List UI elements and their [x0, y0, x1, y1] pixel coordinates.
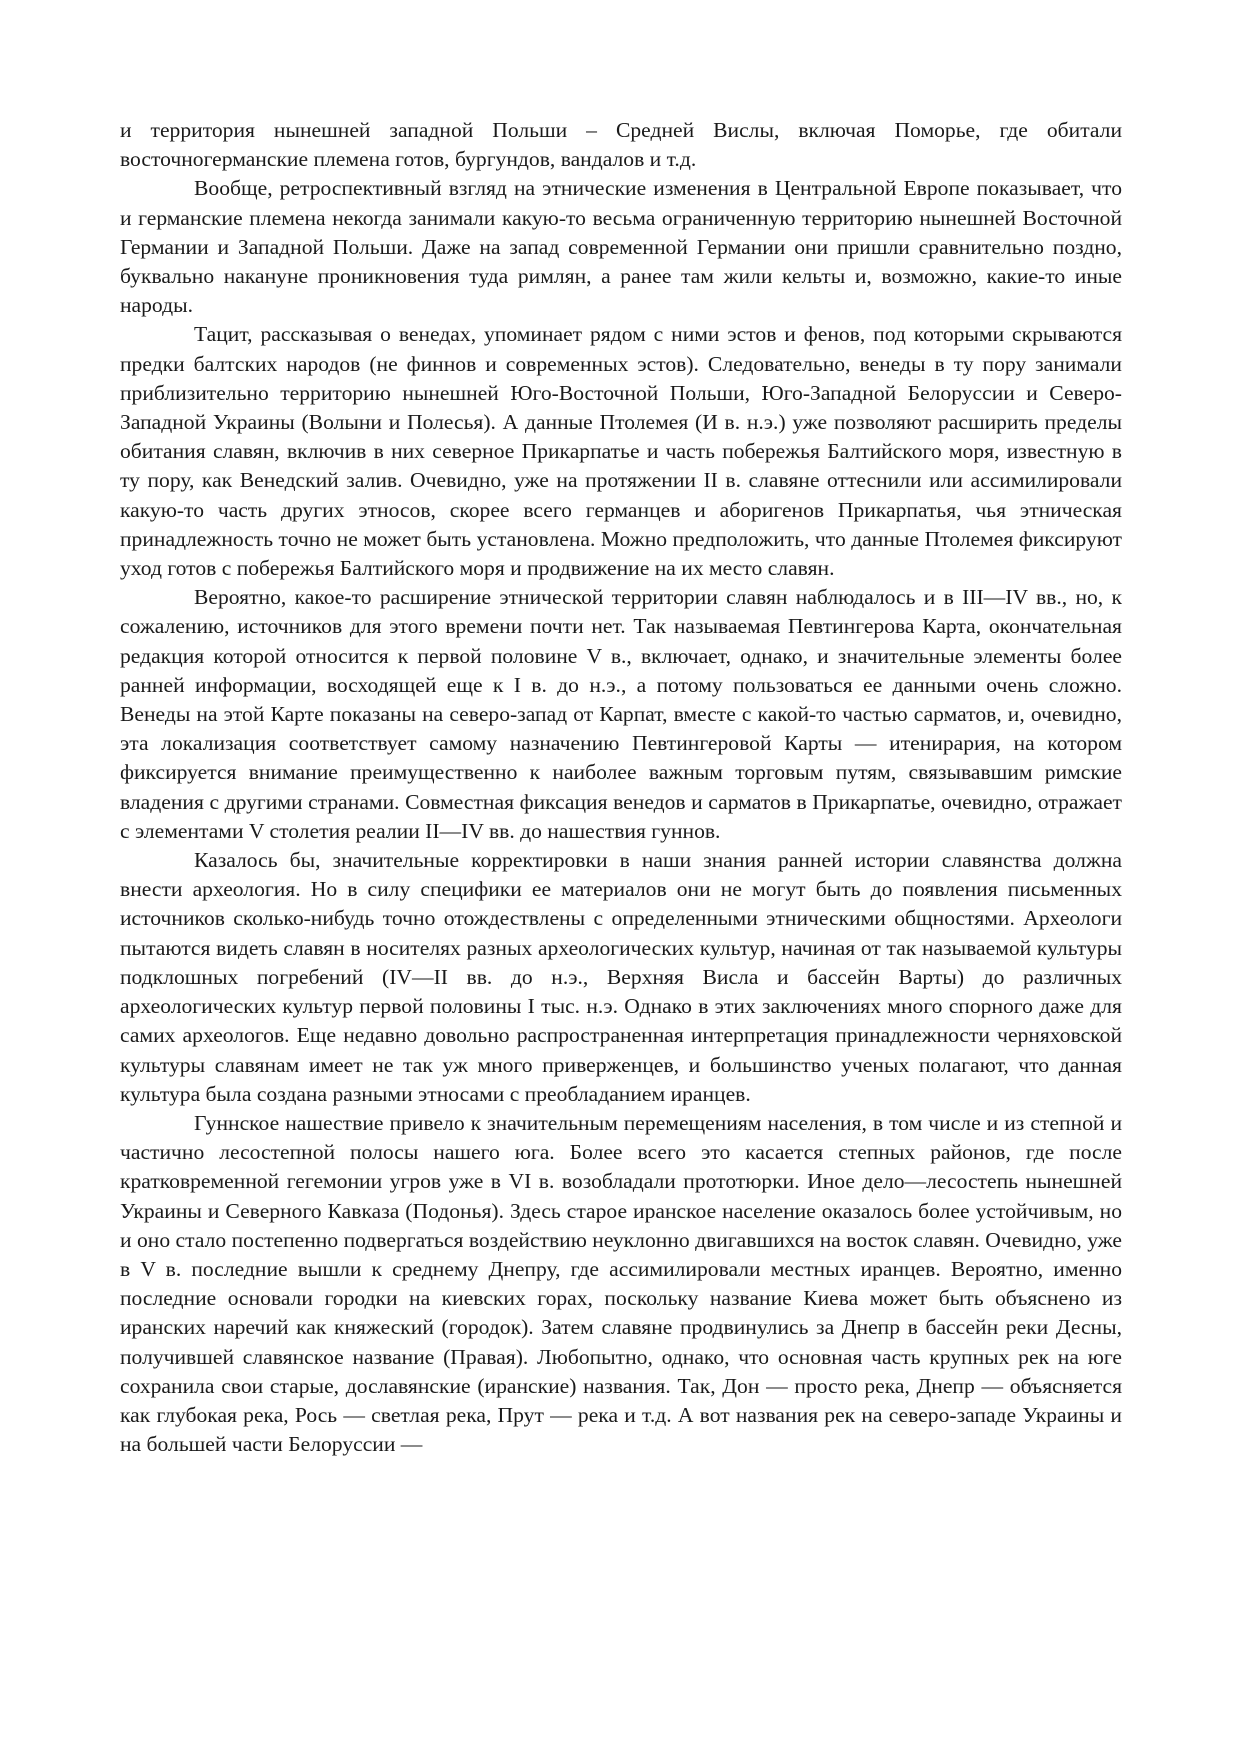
document-page: [120, 116, 1122, 1459]
paragraph-5: Казалось бы, значительные корректировки в наши знания ранней истории славянства должна внести археология. Но в силу специфики ее материалов они не могут быть до появления письменных источников сколько-нибудь точно отождествлены с определенными этническими общностями. Археологи пытаются видеть славян в носителях разных археологических культур, начиная от так называемой культуры подклошных погребений (IV—II вв. до н.э., Верхняя Висла и бассейн Варты) до различных археологических культур первой половины I тыс. н.э. Однако в этих заключениях много спорного даже для самих археологов. Еще недавно довольно распространенная интерпретация принадлежности черняховской культуры славянам имеет не так уж много приверженцев, и большинство ученых полагают, что данная культура была создана разными этносами с преобладанием иранцев.: [120, 848, 1122, 1106]
paragraph-1: и территория нынешней западной Польши – Средней Вислы, включая Поморье, где обитали восточногерманские племена готов, бургундов, вандалов и т.д.: [120, 118, 1122, 172]
paragraph-6: Гуннское нашествие привело к значительным перемещениям населения, в том числе и из степной и частично лесостепной полосы нашего юга. Более всего это касается степных районов, где после кратковременной гегемонии угров уже в VI в. возобладали прототюрки. Иное дело—лесостепь нынешней Украины и Северного Кавказа (Подонья). Здесь старое иранское население оказалось более устойчивым, но и оно стало постепенно подвергаться воздействию неуклонно двигавшихся на восток славян. Очевидно, уже в V в. последние вышли к среднему Днепру, где ассимилировали местных иранцев. Вероятно, именно последние основали городки на киевских горах, поскольку название Киева может быть объяснено из иранских наречий как княжеский (городок). Затем славяне продвинулись за Днепр в бассейн реки Десны, получившей славянское название (Правая). Любопытно, однако, что основная часть крупных рек на юге сохранила свои старые, дославянские (иранские) названия. Так, Дон — просто река, Днепр — объясняется как глубокая река, Рось — светлая река, Прут — река и т.д. А вот названия рек на северо-западе Украины и на большей части Белоруссии —: [120, 1110, 1122, 1457]
paragraph-3: Тацит, рассказывая о венедах, упоминает рядом с ними эстов и фенов, под которыми скрываются предки балтских народов (не финнов и современных эстов). Следовательно, венеды в ту пору занимали приблизительно территорию нынешней Юго-Восточной Польши, Юго-Западной Белоруссии и Северо-Западной Украины (Волыни и Полесья). А данные Птолемея (И в. н.э.) уже позволяют расширить пределы обитания славян, включив в них северное Прикарпатье и часть побережья Балтийского моря, известную в ту пору, как Венедский залив. Очевидно, уже на протяжении II в. славяне оттеснили или ассимилировали какую-то часть других этносов, скорее всего германцев и аборигенов Прикарпатья, чья этническая принадлежность точно не может быть установлена. Можно предположить, что данные Птолемея фиксируют уход готов с побережья Балтийского моря и продвижение на их место славян.: [120, 322, 1122, 581]
paragraph-2: Вообще, ретроспективный взгляд на этнические изменения в Центральной Европе показывает, что и германские племена некогда занимали какую-то весьма ограниченную территорию нынешней Восточной Германии и Западной Польши. Даже на запад современной Германии они пришли сравнительно поздно, буквально накануне проникновения туда римлян, а ранее там жили кельты и, возможно, какие-то иные народы.: [120, 176, 1122, 318]
paragraph-4: Вероятно, какое-то расширение этнической территории славян наблюдалось и в III—IV вв., но, к сожалению, источников для этого времени почти нет. Так называемая Певтингерова Карта, окончательная редакция которой относится к первой половине V в., включает, однако, и значительные элементы более ранней информации, восходящей еще к I в. до н.э., а потому пользоваться ее данными очень сложно. Венеды на этой Карте показаны на северо-запад от Карпат, вместе с какой-то частью сарматов, и, очевидно, эта локализация соответствует самому назначению Певтингеровой Карты — итенирария, на котором фиксируется внимание преимущественно к наиболее важным торговым путям, связывавшим римские владения с другими странами. Совместная фиксация венедов и сарматов в Прикарпатье, очевидно, отражает с элементами V столетия реалии II—IV вв. до нашествия гуннов.: [120, 585, 1122, 843]
